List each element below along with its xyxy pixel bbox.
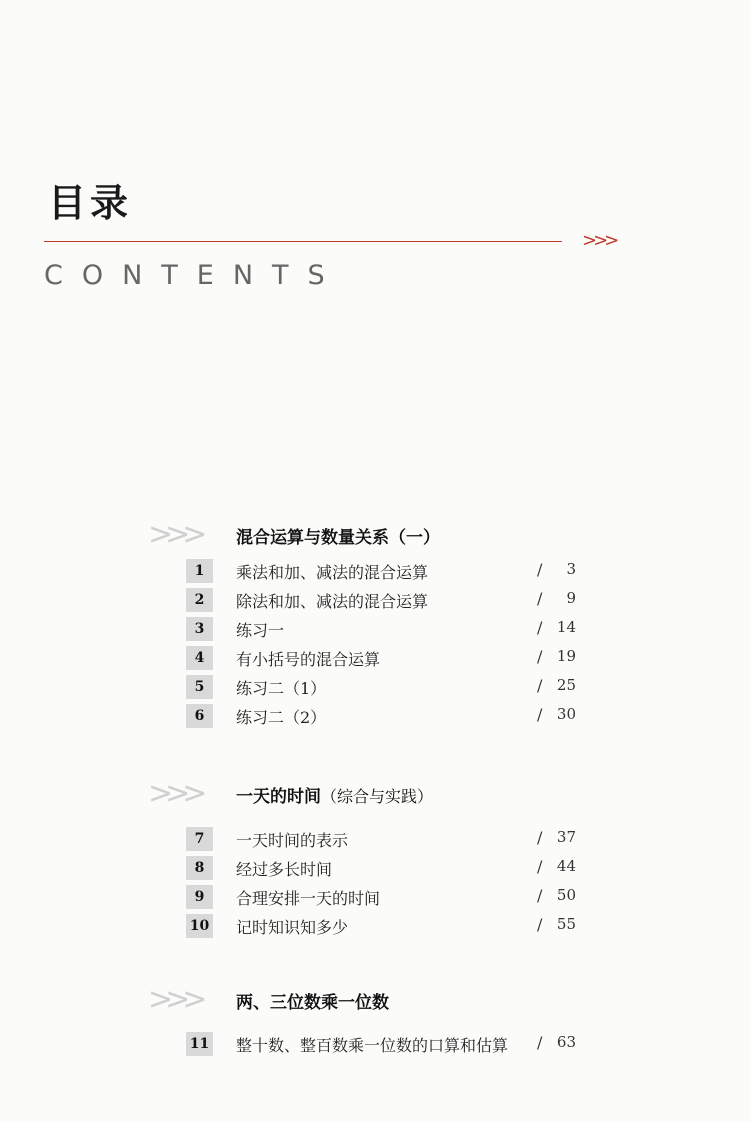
entry-label: 整十数、整百数乘一位数的口算和估算 <box>236 1036 509 1055</box>
section-title[interactable]: 混合运算与数量关系（一） <box>236 528 440 548</box>
entry-label: 有小括号的混合运算 <box>236 650 381 669</box>
section-title[interactable]: 两、三位数乘一位数 <box>236 993 389 1013</box>
entry-label: 经过多长时间 <box>236 860 333 879</box>
entry-label: 练习一 <box>236 621 285 640</box>
entry-number: 1 <box>186 559 213 583</box>
entry-label: 练习二（2） <box>236 708 327 727</box>
chevron-icon: >>> <box>582 230 616 251</box>
toc-entry[interactable] <box>0 883 750 912</box>
chevron-icon: >>> <box>148 982 200 1017</box>
entry-number: 11 <box>186 1032 213 1056</box>
entry-label: 练习二（1） <box>236 679 327 698</box>
entry-label: 一天时间的表示 <box>236 831 349 850</box>
page-separator: / <box>537 589 543 608</box>
entry-number: 9 <box>186 885 213 909</box>
toc-entry[interactable] <box>0 615 750 644</box>
entry-number: 3 <box>186 617 213 641</box>
toc-entry[interactable] <box>0 702 750 731</box>
entry-label: 乘法和加、减法的混合运算 <box>236 563 429 582</box>
entry-number: 4 <box>186 646 213 670</box>
toc-entry[interactable] <box>0 854 750 883</box>
toc-entry[interactable] <box>0 586 750 615</box>
toc-entry[interactable] <box>0 644 750 673</box>
section-title[interactable]: 一天的时间（综合与实践） <box>236 787 434 807</box>
page-separator: / <box>537 857 543 876</box>
page-separator: / <box>537 1033 543 1052</box>
entry-number: 10 <box>186 914 213 938</box>
chevron-icon: >>> <box>148 776 200 811</box>
entry-page: 3 <box>566 560 576 578</box>
page-separator: / <box>537 618 543 637</box>
toc-section <box>0 776 750 941</box>
toc-section <box>0 982 750 1059</box>
page-separator: / <box>537 886 543 905</box>
toc-entry[interactable] <box>0 557 750 586</box>
entry-number: 5 <box>186 675 213 699</box>
toc-title: 目录 <box>48 181 133 225</box>
page-separator: / <box>537 647 543 666</box>
entry-number: 2 <box>186 588 213 612</box>
entry-page: 63 <box>556 1033 576 1051</box>
entry-page: 19 <box>556 647 576 665</box>
title-rule <box>44 241 562 242</box>
chevron-icon: >>> <box>148 517 200 552</box>
page-separator: / <box>537 705 543 724</box>
entry-page: 25 <box>556 676 576 694</box>
page-separator: / <box>537 828 543 847</box>
toc-entry[interactable] <box>0 912 750 941</box>
entry-number: 6 <box>186 704 213 728</box>
entry-page: 9 <box>566 589 576 607</box>
entry-page: 30 <box>556 705 576 723</box>
entry-page: 55 <box>556 915 576 933</box>
entry-label: 记时知识知多少 <box>236 918 349 937</box>
entry-number: 7 <box>186 827 213 851</box>
page-separator: / <box>537 560 543 579</box>
contents-label: CONTENTS <box>44 260 344 291</box>
entry-number: 8 <box>186 856 213 880</box>
toc-entry[interactable] <box>0 1030 750 1059</box>
page-separator: / <box>537 676 543 695</box>
entry-label: 合理安排一天的时间 <box>236 889 381 908</box>
section-header <box>0 517 750 557</box>
toc-entry[interactable] <box>0 673 750 702</box>
section-header <box>0 776 750 816</box>
page-separator: / <box>537 915 543 934</box>
entry-page: 37 <box>556 828 576 846</box>
section-header <box>0 982 750 1022</box>
entry-label: 除法和加、减法的混合运算 <box>236 592 429 611</box>
entry-page: 14 <box>556 618 576 636</box>
entry-page: 44 <box>556 857 576 875</box>
toc-entry[interactable] <box>0 825 750 854</box>
toc-section <box>0 517 750 731</box>
entry-page: 50 <box>556 886 576 904</box>
